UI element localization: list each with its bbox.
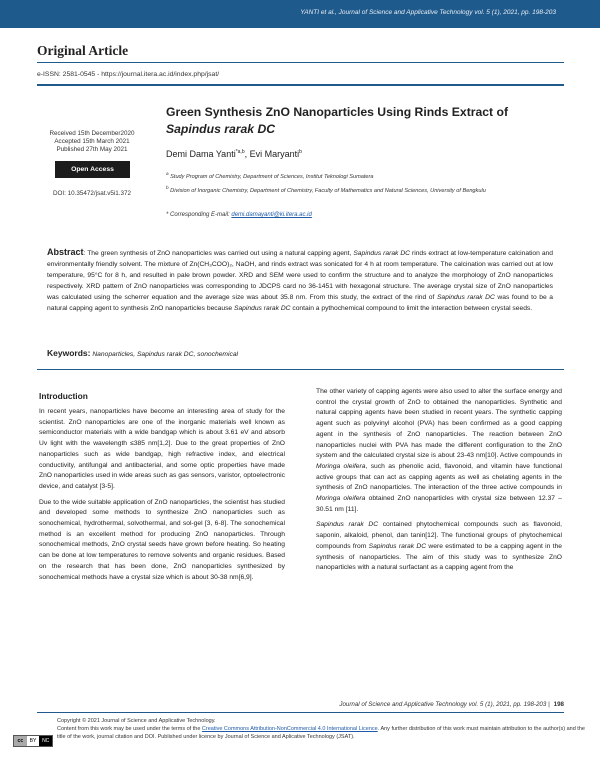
- top-header-bar: [0, 0, 600, 28]
- page-separator: |: [548, 701, 550, 708]
- accepted-date: Accepted 15th March 2021: [54, 138, 130, 145]
- affiliation-text: Division of Inorganic Chemistry, Department of Chemistry, Faculty of Mathematics and Natural Sciences, University of Bengkulu: [170, 187, 486, 194]
- paragraph-text: , such as phenolic acid, flavonoid, and vitamin have functional active groups that can act as capping agents as well as chelating agents in the synthesis of ZnO nanoparticles. The interaction of the three active compounds in: [316, 462, 562, 492]
- keyword: Nanoparticles,: [92, 351, 137, 358]
- keywords-label: Keywords:: [47, 348, 91, 358]
- author-separator: ,: [244, 149, 250, 159]
- author-affiliation-mark: *a,b: [235, 149, 245, 155]
- title-text: Green Synthesis ZnO Nanoparticles Using Rinds Extract of: [166, 105, 509, 119]
- affiliation-b: [166, 184, 566, 195]
- author-name: Demi Dama Yanti: [166, 149, 236, 159]
- paragraph-text: The other variety of capping agents were also used to alter the surface energy and control the crystal growth of ZnO to obtained the nanoparticles. Synthetic and natural capping agents have been studied in recent years. The synthetic capping agent such as polyvinyl alcohol (PVA) has been confirmed as a good capping agent in the synthesis of ZnO nanoparticles. The reaction between ZnO nanoparticles nuclei with PVA has made the different configuration to the ZnO system and the calculated crystal size is about 23-43 nm[10]. Active compounds in: [316, 388, 562, 460]
- author-affiliation-mark: b: [299, 149, 302, 155]
- abstract-text: : The green synthesis of ZnO nanoparticles was carried out using a natural capping agent,: [83, 250, 354, 257]
- affiliation-text: Study Program of Chemistry, Department of Sciences, Institut Teknologi Sumatera: [170, 173, 374, 180]
- article-dates: [37, 130, 147, 154]
- article-type: Original Article: [37, 43, 129, 58]
- nc-icon: NC: [39, 736, 52, 746]
- author-list: [166, 149, 302, 159]
- license-link[interactable]: Creative Commons Attribution-NonCommercial 4.0 International Licence: [201, 726, 378, 732]
- species-name: Moringa oleifera: [316, 495, 366, 503]
- affiliation-mark: a: [166, 171, 169, 176]
- license-text-part: Content from this work may be used under the terms of the: [57, 726, 202, 732]
- abstract-text: rinds extract at low-temperature calcination and environmentally friendly solvent. The mixture of Zn(CH₃COO)₂, NaOH, and rinds extract was sonicated for 4 h at room temperature. The calcination was carried out at low temperature, 95°C for 8 h, and resulted in pale brown powder. XRD and SEM were used to confirm the structure and to analyze the morphology of ZnO nanoparticles respectively. XRD pattern of ZnO nanoparticles was corresponding to JDCPS card no 36-1451 with hexagonal structure. The average crystal size of ZnO nanoparticles was calculated using the scherrer equation and the average size was about 35.8 nm. From this study, the extract of the rind of: [47, 250, 553, 302]
- keyword: Sapindus rarak DC: [136, 351, 194, 358]
- article-title: [166, 104, 566, 138]
- open-access-badge: Open Access: [55, 161, 130, 178]
- abstract-text: was found to be a natural capping agent to synthesis ZnO nanoparticles because: [47, 294, 553, 313]
- author-name: Evi Maryanti: [249, 149, 300, 159]
- email-link[interactable]: demi.damayanti@ki.itera.ac.id: [231, 212, 312, 218]
- divider: [37, 84, 564, 86]
- species-name: Moringa oleifera: [316, 462, 366, 470]
- footer-running-head: [339, 701, 564, 708]
- divider: [37, 712, 564, 713]
- paragraph: [316, 387, 562, 515]
- abstract-species: Sapindus rarak DC: [234, 305, 291, 313]
- issn-line[interactable]: e-ISSN: 2581-0545 - https://journal.itera.ac.id/index.php/jsat/: [37, 71, 220, 78]
- body-column-right: [316, 387, 562, 579]
- title-species: Sapindus rarak DC: [166, 122, 276, 136]
- email-label: * Corresponding E-mail:: [166, 212, 230, 218]
- paragraph-text: contained phytochemical compounds such as flavonoid, saponin, alkaloid, phenol, dan tanin[12]. The functional groups of phytochemical compounds from: [316, 521, 563, 550]
- divider: [37, 62, 564, 63]
- by-icon: BY: [27, 736, 40, 746]
- species-name: Sapindus rarak DC: [316, 521, 379, 529]
- paragraph: [316, 520, 562, 574]
- paragraph-text: obtained ZnO nanoparticles with crystal size between 12.37 – 30.51 nm [11].: [316, 495, 562, 513]
- abstract: [47, 247, 553, 315]
- section-heading-introduction: Introduction: [39, 391, 88, 401]
- keywords: [47, 348, 238, 358]
- divider: [37, 369, 564, 370]
- body-column-left: [39, 390, 285, 588]
- affiliation-a: [166, 170, 566, 181]
- published-date: Published 27th May 2021: [56, 146, 128, 153]
- cc-icon: cc: [14, 736, 27, 746]
- page-number: 198: [553, 701, 564, 708]
- received-date: Received 15th December2020: [49, 130, 135, 137]
- license-body: [57, 725, 587, 741]
- paragraph-text: were estimated to be a capping agent in the synthesis of nanoparticles. The aim of this study was to synthesize ZnO nanoparticles with a natural surfactant as a capping agent from the: [316, 542, 563, 572]
- abstract-species: Sapindus rarak DC: [436, 294, 495, 302]
- keyword: , sonochemical: [193, 351, 239, 358]
- abstract-label: Abstract: [47, 247, 84, 257]
- license-text: [57, 717, 587, 741]
- doi[interactable]: DOI: 10.35472/jsat.v5i1.372: [52, 190, 132, 197]
- species-name: Sapindus rarak DC: [368, 542, 427, 550]
- license-text-part: . Any further distribution of this work must maintain attribution to the author(s) and the title of the work, journal citation and DOI. Published under licence by Journal of Science and Aplicative Technology (JSAT).: [57, 726, 585, 740]
- paragraph: In recent years, nanoparticles have become an interesting area of study for the scientist. ZnO nanoparticles are one of the inorganic materials well known as semiconductor materials with a wide bandgap which is about 3.61 eV and absorb Uv light with the wavelength ≤385 nm[1,2]. Due to the great properties of ZnO nanoparticles such as wide bandgap, high refractive index, and electrical conductivity, antifungal and antibacterial, and some optic properties have made ZnO nanoparticles used in wide areas such as gas sensors, varistor, optoelectronic device, and catalyst [3-5].: [39, 408, 285, 490]
- affiliation-mark: b: [166, 185, 169, 190]
- corresponding-email: [166, 212, 312, 218]
- abstract-species: Sapindus rarak DC: [353, 250, 411, 257]
- running-head: YANTI et al., Journal of Science and Applicative Technology vol. 5 (1), 2021, pp. 198-203: [300, 9, 556, 16]
- cc-license-icon[interactable]: [13, 735, 53, 747]
- paragraph: Due to the wide suitable application of ZnO nanoparticles, the scientist has studied and developed some methods to synthesize ZnO nanoparticles such as sonochemical, hydrothermal, solvothermal, and sol-gel [3, 6-8]. The sonochemical method is an excellent method for producing ZnO nanoparticles. Through sonochemical methods, ZnO crystal seeds have grown before heating. So heating can be done at low temperatures to remove solvents and organic residues. Based on the research that has been done, ZnO nanoparticles synthesized by sonochemical methods have a crystal size which is about 30-38 nm[6,9].: [39, 498, 285, 581]
- abstract-text: contain a pythochemical compound to limit the interaction between crystal seeds.: [290, 305, 533, 313]
- footer-journal: Journal of Science and Applicative Technology vol. 5 (1), 2021, pp. 198-203: [339, 701, 547, 708]
- copyright-line: Copyright © 2021 Journal of Science and Applicative Technology.: [57, 718, 216, 724]
